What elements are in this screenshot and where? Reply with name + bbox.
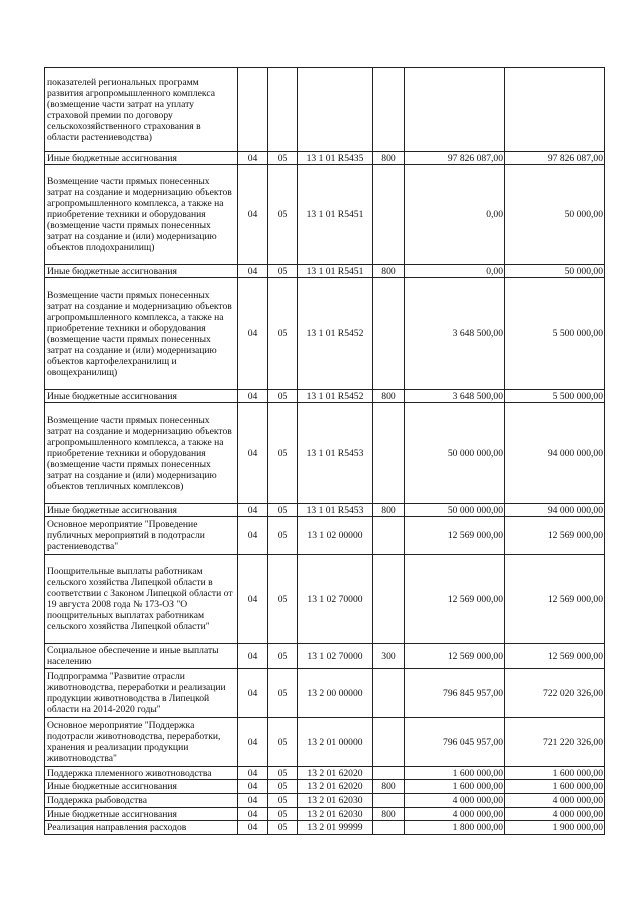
cell-vr: 800 <box>373 265 405 278</box>
cell-vr <box>373 821 405 835</box>
cell-sum1: 4 000 000,00 <box>405 808 505 821</box>
cell-csr: 13 2 01 00000 <box>298 718 373 767</box>
cell-vr <box>373 165 405 265</box>
cell-sum2: 12 569 000,00 <box>505 644 605 669</box>
cell-pr: 05 <box>268 780 298 794</box>
table-row <box>45 517 605 555</box>
budget-page <box>44 67 605 835</box>
cell-rz: 04 <box>238 808 268 821</box>
cell-csr: 13 1 01 R5451 <box>298 265 373 278</box>
cell-pr: 05 <box>268 278 298 390</box>
cell-sum1: 50 000 000,00 <box>405 403 505 504</box>
cell-rz: 04 <box>238 390 268 403</box>
cell-name: Поддержка рыбоводства <box>45 794 238 808</box>
cell-csr: 13 1 01 R5452 <box>298 390 373 403</box>
cell-sum2: 1 600 000,00 <box>505 767 605 780</box>
table-row <box>45 555 605 644</box>
cell-pr: 05 <box>268 403 298 504</box>
table-row <box>45 718 605 767</box>
cell-vr <box>373 767 405 780</box>
cell-csr <box>298 68 373 152</box>
cell-rz: 04 <box>238 794 268 808</box>
cell-rz: 04 <box>238 767 268 780</box>
table-row <box>45 780 605 794</box>
cell-pr: 05 <box>268 767 298 780</box>
cell-pr: 05 <box>268 390 298 403</box>
cell-pr: 05 <box>268 644 298 669</box>
cell-sum2: 97 826 087,00 <box>505 152 605 165</box>
table-row <box>45 767 605 780</box>
cell-sum2: 4 000 000,00 <box>505 808 605 821</box>
cell-name: Иные бюджетные ассигнования <box>45 504 238 517</box>
cell-rz: 04 <box>238 278 268 390</box>
cell-pr: 05 <box>268 265 298 278</box>
cell-pr: 05 <box>268 808 298 821</box>
cell-pr: 05 <box>268 517 298 555</box>
cell-name: Иные бюджетные ассигнования <box>45 152 238 165</box>
cell-rz: 04 <box>238 152 268 165</box>
cell-rz <box>238 68 268 152</box>
cell-name: Возмещение части прямых понесенных затрат на создание и модернизацию объектов агропромышленного комплекса, а также на приобретение техники и оборудования (возмещение части прямых понесенных затрат на создание и (или) модернизацию объектов плодохранилищ) <box>45 165 238 265</box>
cell-name: Поддержка племенного животноводства <box>45 767 238 780</box>
cell-vr: 800 <box>373 504 405 517</box>
cell-name: Основное мероприятие "Поддержка подотрасли животноводства, переработки, хранения и реализации продукции животноводства" <box>45 718 238 767</box>
cell-sum1: 1 800 000,00 <box>405 821 505 835</box>
cell-sum2: 5 500 000,00 <box>505 390 605 403</box>
cell-rz: 04 <box>238 780 268 794</box>
table-row <box>45 794 605 808</box>
cell-csr: 13 2 01 62030 <box>298 808 373 821</box>
cell-csr: 13 1 01 R5451 <box>298 165 373 265</box>
cell-vr <box>373 517 405 555</box>
cell-sum2: 1 900 000,00 <box>505 821 605 835</box>
cell-name: Реализация направления расходов <box>45 821 238 835</box>
cell-pr: 05 <box>268 718 298 767</box>
cell-sum2 <box>505 68 605 152</box>
budget-table-body <box>45 68 605 835</box>
cell-rz: 04 <box>238 403 268 504</box>
table-row <box>45 669 605 718</box>
table-row <box>45 403 605 504</box>
cell-csr: 13 1 01 R5435 <box>298 152 373 165</box>
table-row <box>45 808 605 821</box>
cell-sum1: 3 648 500,00 <box>405 278 505 390</box>
table-row <box>45 644 605 669</box>
cell-sum1: 1 600 000,00 <box>405 767 505 780</box>
cell-sum2: 50 000,00 <box>505 265 605 278</box>
cell-csr: 13 1 01 R5453 <box>298 403 373 504</box>
cell-sum1: 97 826 087,00 <box>405 152 505 165</box>
cell-vr <box>373 278 405 390</box>
cell-sum1: 0,00 <box>405 265 505 278</box>
cell-vr <box>373 718 405 767</box>
cell-pr: 05 <box>268 504 298 517</box>
cell-pr <box>268 68 298 152</box>
cell-pr: 05 <box>268 152 298 165</box>
cell-name: Поощрительные выплаты работникам сельского хозяйства Липецкой области в соответствии с Законом Липецкой области от 19 августа 2008 года № 173-ОЗ "О поощрительных выплатах работникам сельского хозяйства Липецкой области" <box>45 555 238 644</box>
cell-name: Социальное обеспечение и иные выплаты населению <box>45 644 238 669</box>
cell-sum2: 94 000 000,00 <box>505 504 605 517</box>
table-row <box>45 152 605 165</box>
cell-name: Иные бюджетные ассигнования <box>45 808 238 821</box>
cell-sum1 <box>405 68 505 152</box>
cell-pr: 05 <box>268 669 298 718</box>
cell-sum1: 4 000 000,00 <box>405 794 505 808</box>
cell-vr: 800 <box>373 152 405 165</box>
cell-sum2: 12 569 000,00 <box>505 555 605 644</box>
table-row <box>45 278 605 390</box>
cell-rz: 04 <box>238 517 268 555</box>
cell-rz: 04 <box>238 504 268 517</box>
cell-sum2: 4 000 000,00 <box>505 794 605 808</box>
cell-name: показателей региональных программ развития агропромышленного комплекса (возмещение части затрат на уплату страховой премии по договору сельскохозяйственного страхования в области растениеводства) <box>45 68 238 152</box>
cell-name: Иные бюджетные ассигнования <box>45 780 238 794</box>
cell-vr <box>373 555 405 644</box>
cell-vr: 800 <box>373 780 405 794</box>
cell-sum2: 722 020 326,00 <box>505 669 605 718</box>
cell-csr: 13 1 01 R5453 <box>298 504 373 517</box>
cell-csr: 13 1 02 00000 <box>298 517 373 555</box>
cell-vr: 800 <box>373 808 405 821</box>
table-row <box>45 821 605 835</box>
cell-rz: 04 <box>238 265 268 278</box>
table-row <box>45 265 605 278</box>
cell-csr: 13 1 01 R5452 <box>298 278 373 390</box>
table-row <box>45 68 605 152</box>
cell-csr: 13 2 00 00000 <box>298 669 373 718</box>
cell-sum2: 5 500 000,00 <box>505 278 605 390</box>
cell-sum1: 1 600 000,00 <box>405 780 505 794</box>
cell-pr: 05 <box>268 794 298 808</box>
cell-csr: 13 2 01 99999 <box>298 821 373 835</box>
budget-table <box>44 67 605 835</box>
cell-sum1: 12 569 000,00 <box>405 644 505 669</box>
cell-csr: 13 1 02 70000 <box>298 555 373 644</box>
cell-sum1: 0,00 <box>405 165 505 265</box>
cell-rz: 04 <box>238 669 268 718</box>
table-row <box>45 504 605 517</box>
cell-sum2: 50 000,00 <box>505 165 605 265</box>
cell-pr: 05 <box>268 555 298 644</box>
cell-rz: 04 <box>238 555 268 644</box>
cell-name: Основное мероприятие "Проведение публичных мероприятий в подотрасли растениеводства" <box>45 517 238 555</box>
cell-sum2: 1 600 000,00 <box>505 780 605 794</box>
cell-vr: 800 <box>373 390 405 403</box>
cell-vr <box>373 669 405 718</box>
cell-sum1: 50 000 000,00 <box>405 504 505 517</box>
cell-name: Иные бюджетные ассигнования <box>45 265 238 278</box>
cell-name: Возмещение части прямых понесенных затрат на создание и модернизацию объектов агропромышленного комплекса, а также на приобретение техники и оборудования (возмещение части прямых понесенных затрат на создание и (или) модернизацию объектов картофелехранилищ и овощехранилищ) <box>45 278 238 390</box>
cell-name: Подпрограмма "Развитие отрасли животноводства, переработки и реализации продукции животноводства в Липецкой области на 2014-2020 годы" <box>45 669 238 718</box>
cell-csr: 13 2 01 62020 <box>298 780 373 794</box>
cell-sum1: 796 045 957,00 <box>405 718 505 767</box>
cell-pr: 05 <box>268 165 298 265</box>
cell-csr: 13 2 01 62030 <box>298 794 373 808</box>
cell-sum1: 12 569 000,00 <box>405 555 505 644</box>
cell-sum1: 12 569 000,00 <box>405 517 505 555</box>
cell-rz: 04 <box>238 821 268 835</box>
table-row <box>45 390 605 403</box>
cell-sum2: 721 220 326,00 <box>505 718 605 767</box>
cell-sum2: 12 569 000,00 <box>505 517 605 555</box>
cell-name: Возмещение части прямых понесенных затрат на создание и модернизацию объектов агропромышленного комплекса, а также на приобретение техники и оборудования (возмещение части прямых понесенных затрат на создание и (или) модернизацию объектов тепличных комплексов) <box>45 403 238 504</box>
cell-vr: 300 <box>373 644 405 669</box>
cell-csr: 13 1 02 70000 <box>298 644 373 669</box>
cell-sum2: 94 000 000,00 <box>505 403 605 504</box>
cell-rz: 04 <box>238 718 268 767</box>
cell-pr: 05 <box>268 821 298 835</box>
cell-name: Иные бюджетные ассигнования <box>45 390 238 403</box>
cell-rz: 04 <box>238 644 268 669</box>
cell-sum1: 3 648 500,00 <box>405 390 505 403</box>
cell-sum1: 796 845 957,00 <box>405 669 505 718</box>
cell-rz: 04 <box>238 165 268 265</box>
cell-vr <box>373 68 405 152</box>
cell-vr <box>373 403 405 504</box>
cell-vr <box>373 794 405 808</box>
cell-csr: 13 2 01 62020 <box>298 767 373 780</box>
table-row <box>45 165 605 265</box>
